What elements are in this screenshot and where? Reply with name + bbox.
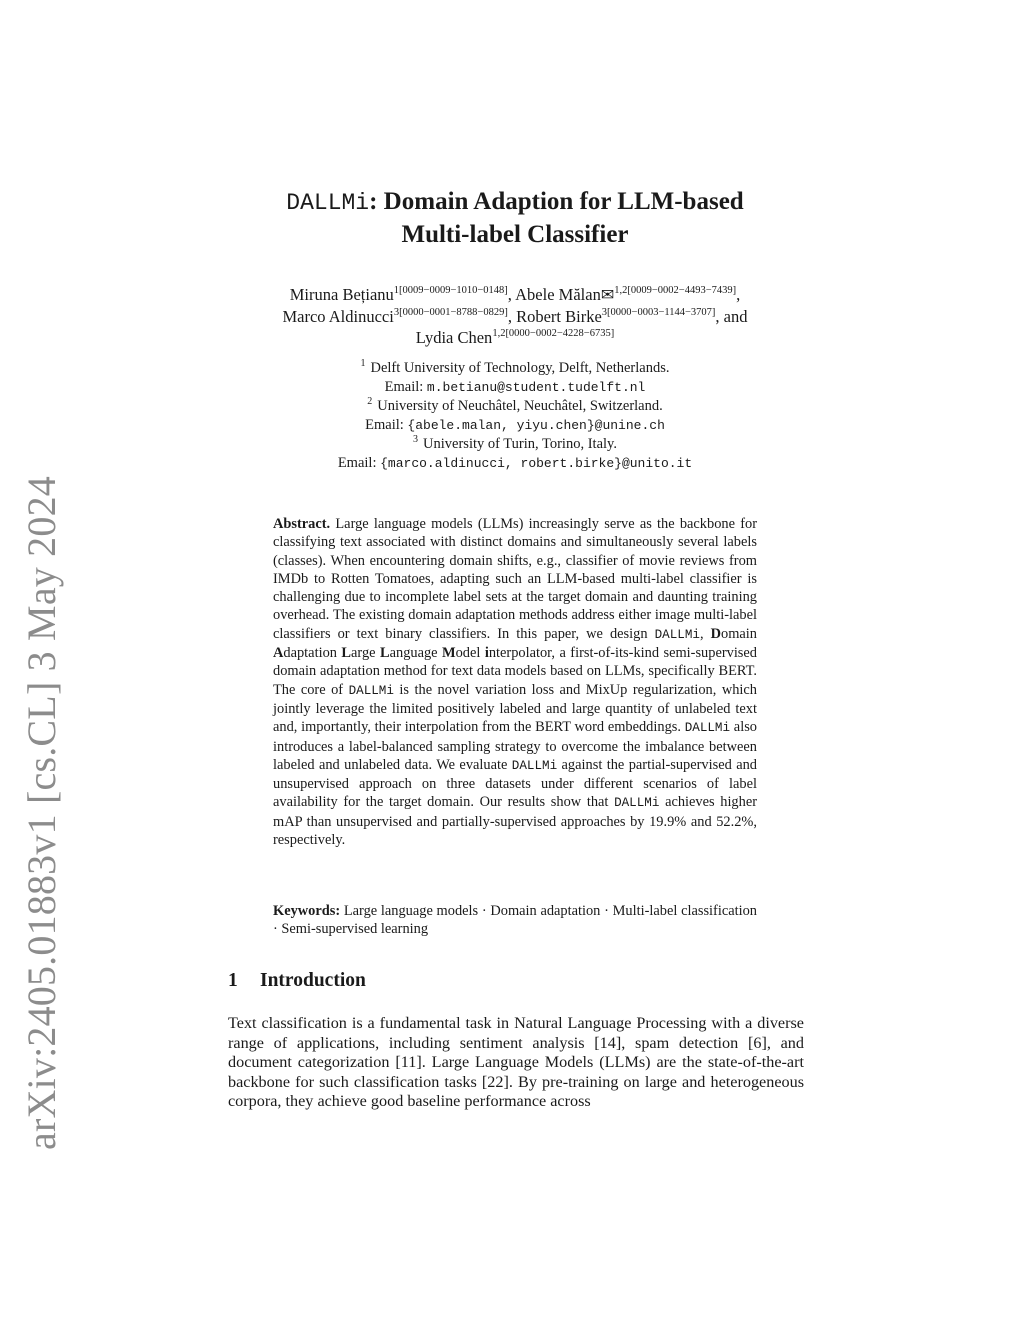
paper-title: DALLMi: Domain Adaption for LLM-based Multi-label Classifier	[286, 188, 744, 248]
orcid[interactable]: 1,2[0009−0002−4493−7439]	[614, 285, 737, 296]
orcid[interactable]: 3[0000−0003−1144−3707]	[601, 307, 716, 318]
orcid[interactable]: 3[0000−0001−8788−0829]	[393, 307, 508, 318]
keywords: Keywords: Large language models · Domain adaptation · Multi-label classification · Semi-supervised learning	[273, 903, 757, 938]
affiliation: $^3$ University of Turin, Torino, Italy.	[413, 434, 617, 452]
email-link[interactable]: {abele.malan, yiyu.chen}@unine.ch	[407, 417, 665, 433]
author-list: Miruna Bețianu$^{1[0009-0009-1010-0148]}$, Abele Mălan✉$^{1,2[0009-0002-4493-7439]}$, Marco Aldinucci$^{3[0000-0001-8788-0829]}$, Robert Birke$^{3[0000-0003-1144-3707]}$, and Lydia Chen$^{1,2[0000-0002-4228-6735]}$	[282, 285, 748, 347]
orcid[interactable]: 1,2[0000−0002−4228−6735]	[492, 328, 615, 339]
affiliation: $^1$ Delft University of Technology, Delft, Netherlands.	[360, 358, 670, 376]
intro-paragraph: Text classification is a fundamental task in Natural Language Processing with a diverse range of applications, including sentiment analysis [14], spam detection [6], and document categorization [11]. Large Language Models (LLMs) are the state-of-the-art backbone for such classification tasks [22]. By pre-training on large and heterogeneous corpora, they achieve good baseline performance across	[228, 1014, 804, 1111]
email-link[interactable]: m.betianu@student.tudelft.nl	[426, 379, 646, 395]
section-heading	[228, 970, 366, 992]
section-title: Introduction	[260, 970, 366, 991]
abstract: Abstract. Large language models (LLMs) increasingly serve as the backbone for classifying text associated with distinct domains and simultaneously several labels (classes). When encountering domain shifts, e.g., classifier of movie reviews from IMDb to Rotten Tomatoes, adapting such an LLM-based multi-label classifier is challenging due to incomplete label sets at the target domain and daunting training overhead. The existing domain adaptation methods address either image multi-label classifiers or text binary classifiers. In this paper, we design DALLMi, Domain Adaptation Large Language Model interpolator, a first-of-its-kind semi-supervised domain adaptation method for text data models based on LLMs, specifically BERT. The core of DALLMi is the novel variation loss and MixUp regularization, which jointly leverage the limited positively labeled and large quantity of unlabeled text and, importantly, their interpolation from the BERT word embeddings. DALLMi also introduces a label-balanced sampling strategy to overcome the imbalance between labeled and unlabeled data. We evaluate DALLMi against the partial-supervised and unsupervised approach on three datasets under different scenarios of label availability for the target domain. Our results show that DALLMi achieves higher mAP than unsupervised and partially-supervised approaches by 19.9% and 52.2%, respectively.	[273, 516, 758, 849]
section-number: 1	[228, 970, 238, 991]
author-name: Miruna Bețianu	[289, 285, 394, 304]
affiliation-email: Email: {abele.malan, yiyu.chen}@unine.ch	[365, 416, 665, 433]
author-name: Marco Aldinucci	[282, 307, 394, 326]
email-link[interactable]: {marco.aldinucci, robert.birke}@unito.it	[380, 455, 693, 471]
affiliation-email: Email: {marco.aldinucci, robert.birke}@unito.it	[337, 454, 693, 471]
abstract-label: Abstract.	[273, 516, 331, 532]
envelope-icon[interactable]: ✉	[600, 287, 615, 304]
affiliations	[215, 359, 815, 473]
affiliation-email: Email: m.betianu@student.tudelft.nl	[384, 378, 646, 395]
author-name: Abele Mălan	[515, 285, 601, 304]
affiliation: $^2$ University of Neuchâtel, Neuchâtel, Switzerland.	[367, 396, 663, 414]
author-name: Lydia Chen	[415, 328, 493, 347]
arxiv-identifier[interactable]: arXiv:2405.01883v1 [cs.CL] 3 May 2024	[19, 476, 64, 1150]
method-name: DALLMi	[286, 190, 370, 216]
orcid[interactable]: 1[0009−0009−1010−0148]	[393, 285, 508, 296]
author-name: Robert Birke	[516, 307, 602, 326]
keywords-label: Keywords:	[273, 903, 341, 919]
